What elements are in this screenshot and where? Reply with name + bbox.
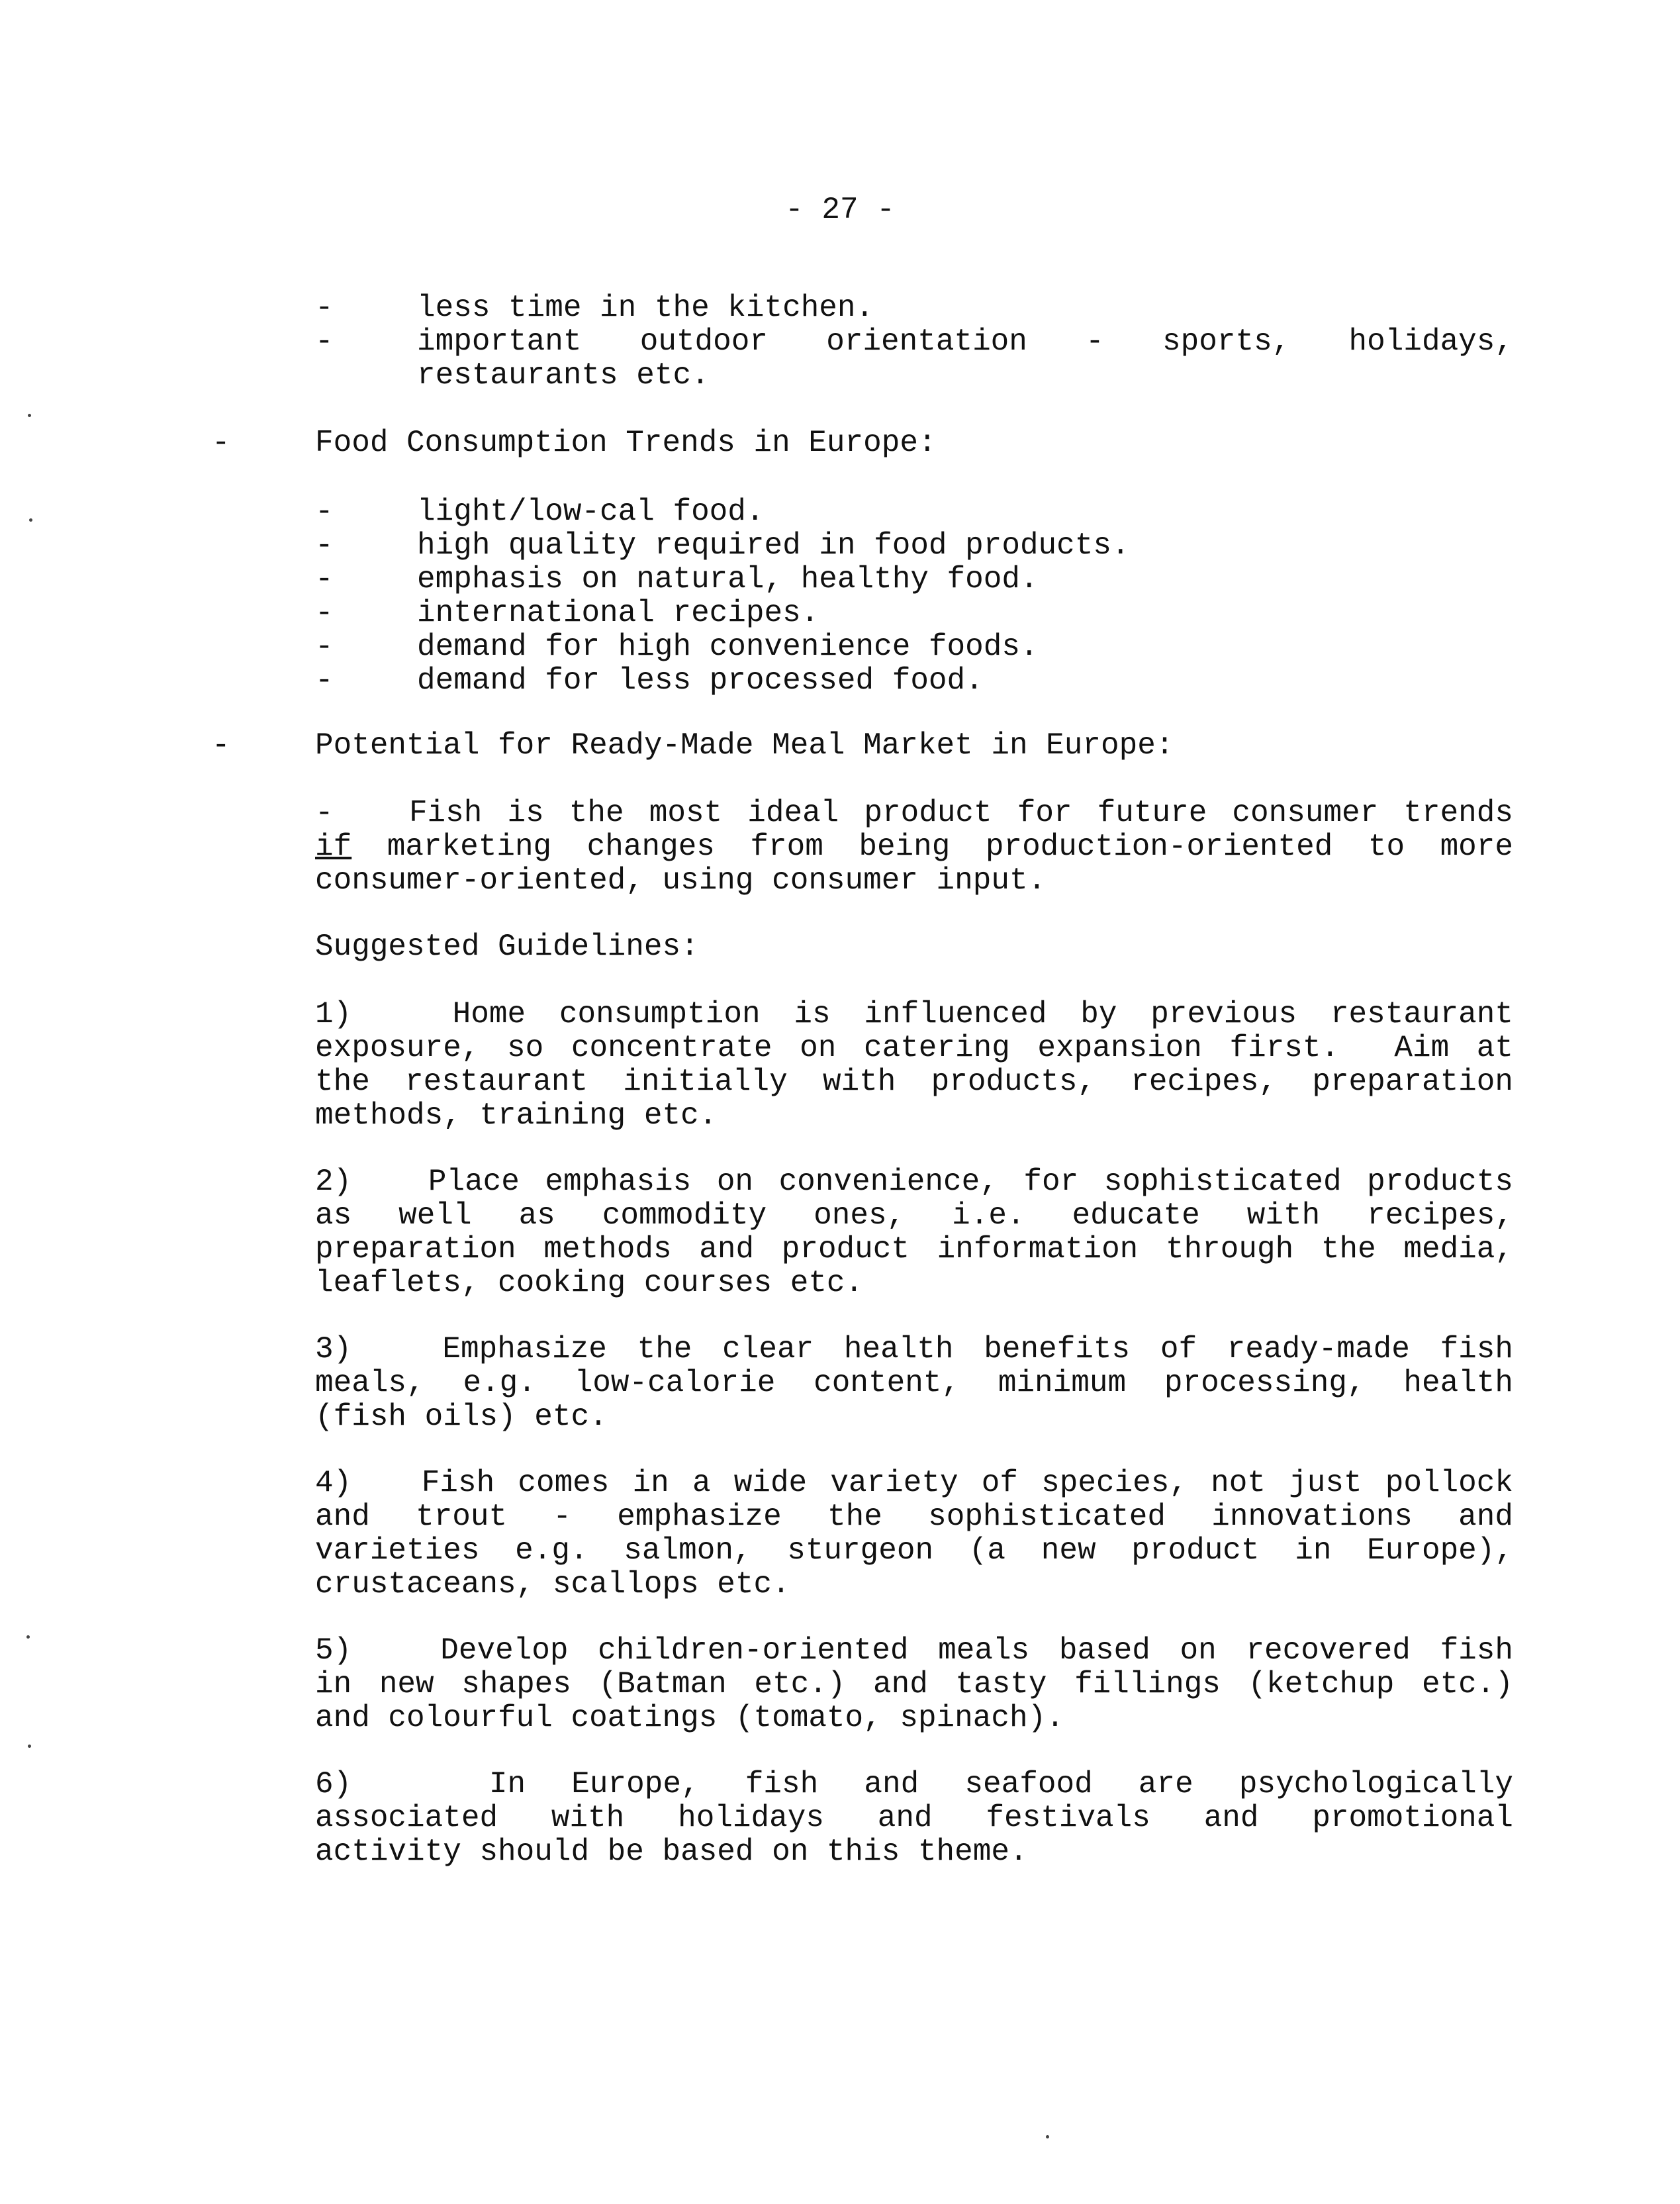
scan-speck — [28, 1745, 31, 1748]
bullet-dash: - — [315, 324, 334, 359]
paragraph-line: consumer-oriented, using consumer input. — [315, 863, 1047, 898]
guidelines-heading: Suggested Guidelines: — [315, 930, 699, 964]
paragraph-line: (fish oils) etc. — [315, 1400, 608, 1434]
bullet-dash: - — [315, 596, 334, 630]
scan-speck — [26, 1635, 30, 1639]
scan-speck — [1046, 2135, 1049, 2138]
paragraph-line: activity should be based on this theme. — [315, 1835, 1028, 1869]
list-item — [315, 325, 1513, 359]
guideline-2 — [315, 1165, 1513, 1300]
list-item — [315, 630, 1513, 664]
list-item-text: important outdoor orientation - sports, holidays, — [417, 324, 1513, 359]
list-item — [315, 597, 1513, 630]
paragraph-line: meals, e.g. low-calorie content, minimum processing, health — [315, 1366, 1513, 1400]
bullet-dash: - — [315, 528, 334, 563]
paragraph-line: and colourful coatings (tomato, spinach). — [315, 1701, 1064, 1735]
page-number: - 27 - — [785, 193, 895, 227]
list-item-text: emphasis on natural, healthy food. — [417, 562, 1039, 597]
guideline-3 — [315, 1333, 1513, 1434]
top-bullet-list — [315, 291, 1513, 393]
paragraph-line: preparation methods and product information through the media, — [315, 1232, 1513, 1267]
section-heading: Potential for Ready-Made Meal Market in Europe: — [315, 728, 1174, 763]
guideline-1 — [315, 998, 1513, 1133]
guideline-5 — [315, 1634, 1513, 1735]
paragraph-line: associated with holidays and festivals and promotional — [315, 1801, 1513, 1835]
paragraph-line: - Fish is the most ideal product for future consumer trends — [315, 796, 1513, 830]
paragraph-line: the restaurant initially with products, recipes, preparation — [315, 1065, 1513, 1099]
list-item-text: demand for high convenience foods. — [417, 630, 1039, 664]
paragraph-line: leaflets, cooking courses etc. — [315, 1266, 864, 1300]
list-item-text: demand for less processed food. — [417, 663, 984, 698]
list-item-text: high quality required in food products. — [417, 528, 1130, 563]
scan-speck — [28, 414, 31, 417]
paragraph-line: 1) Home consumption is influenced by previous restaurant — [315, 997, 1513, 1031]
paragraph-line: 5) Develop children-oriented meals based on recovered fish — [315, 1633, 1513, 1668]
paragraph-line: exposure, so concentrate on catering expansion first. Aim at — [315, 1031, 1513, 1065]
paragraph-line: and trout - emphasize the sophisticated innovations and — [315, 1500, 1513, 1534]
section-dash: - — [212, 728, 230, 763]
guideline-4 — [315, 1466, 1513, 1602]
bullet-dash: - — [315, 291, 334, 325]
list-item-continuation — [315, 359, 1513, 393]
list-item-text: less time in the kitchen. — [417, 291, 874, 325]
paragraph-line: varieties e.g. salmon, sturgeon (a new product in Europe), — [315, 1533, 1513, 1568]
paragraph-line: as well as commodity ones, i.e. educate with recipes, — [315, 1198, 1513, 1233]
paragraph-line: 4) Fish comes in a wide variety of species, not just pollock — [315, 1466, 1513, 1500]
underlined-if: if — [315, 830, 352, 864]
paragraph-line: crustaceans, scallops etc. — [315, 1567, 790, 1602]
section-heading: Food Consumption Trends in Europe: — [315, 426, 937, 460]
paragraph-line: if marketing changes from being production-oriented to more — [315, 830, 1513, 864]
scan-speck — [29, 518, 32, 522]
list-item — [315, 664, 1513, 698]
paragraph-line: methods, training etc. — [315, 1098, 718, 1133]
potential-paragraph — [315, 796, 1513, 898]
list-item — [315, 495, 1513, 529]
guideline-6 — [315, 1768, 1513, 1869]
bullet-dash: - — [315, 495, 334, 529]
paragraph-line: 6) In Europe, fish and seafood are psychologically — [315, 1767, 1513, 1801]
paragraph-line: 2) Place emphasis on convenience, for sophisticated products — [315, 1165, 1513, 1199]
paragraph-line: in new shapes (Batman etc.) and tasty fillings (ketchup etc.) — [315, 1667, 1513, 1701]
bullet-dash: - — [315, 630, 334, 664]
trends-list — [315, 495, 1513, 698]
list-item — [315, 291, 1513, 325]
bullet-dash: - — [315, 562, 334, 597]
bullet-dash: - — [315, 663, 334, 698]
list-item-text: restaurants etc. — [417, 358, 710, 393]
list-item — [315, 563, 1513, 597]
list-item-text: international recipes. — [417, 596, 819, 630]
paragraph-line: 3) Emphasize the clear health benefits of ready-made fish — [315, 1332, 1513, 1366]
list-item — [315, 529, 1513, 563]
section-dash: - — [212, 426, 230, 460]
list-item-text: light/low-cal food. — [417, 495, 765, 529]
